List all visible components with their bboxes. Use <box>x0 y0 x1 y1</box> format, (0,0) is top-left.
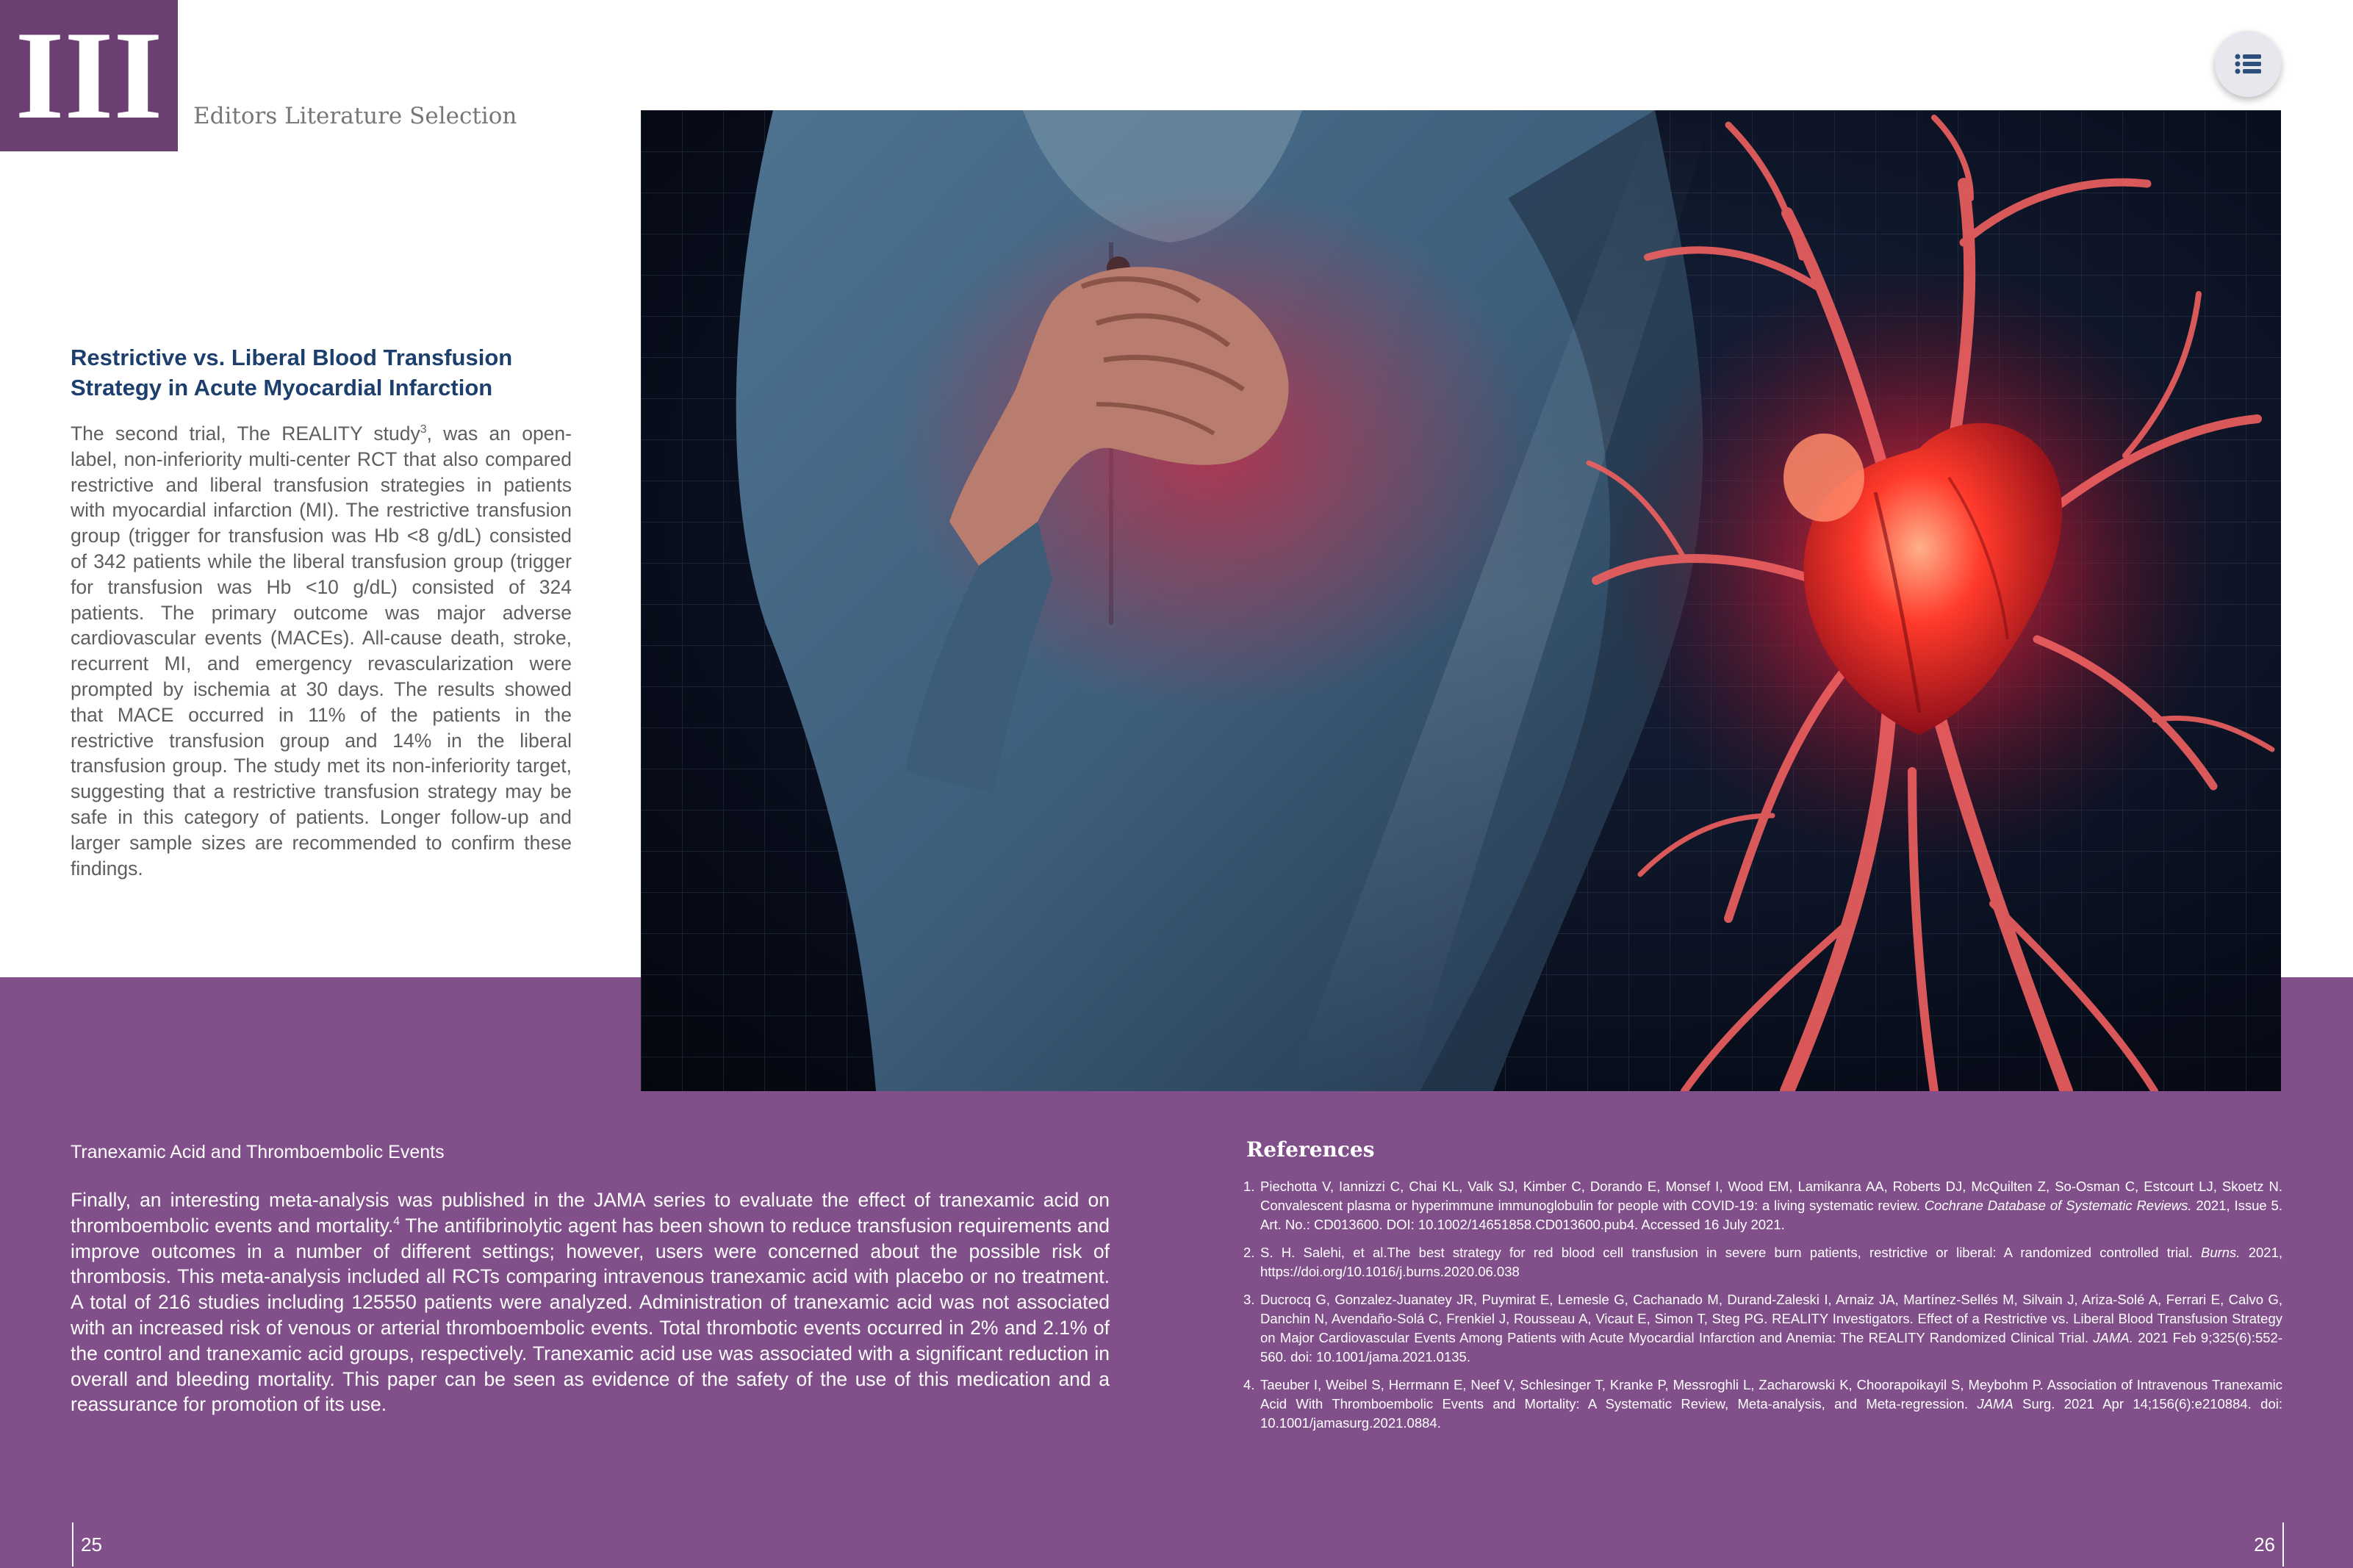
heart-attack-illustration <box>641 110 2281 1091</box>
reference-journal: JAMA. <box>2093 1330 2133 1345</box>
reference-details: Surg. 2021 Apr 14;156(6):e210884. doi: 10.1001/jamasurg.2021.0884. <box>1260 1396 2282 1431</box>
reference-text: S. H. Salehi, et al.The best strategy for red blood cell transfusion in severe burn patients, restrictive or liberal: A randomized controlled trial. <box>1260 1245 2201 1260</box>
reference-journal: JAMA <box>1977 1396 2013 1411</box>
tranexamic-body-rest: The antifibrinolytic agent has been shown to reduce transfusion requirements and improve outcomes in a number of different settings; however, users were concerned about the possible risk of thrombosis. This meta-analysis included all RCTs comparing intravenous tranexamic acid with placebo or no treatment. A total of 216 studies including 125550 patients were analyzed. Administration of tranexamic acid was not associated with an increased risk of venous or arterial thromboembolic events. Total thrombotic events occurred in 2% and 2.1% of the control and tranexamic acid groups, respectively. Tranexamic acid use was associated with a significant reduction in overall and bleeding mortality. This paper can be seen as evidence of the safety of the use of this medication and a reassurance for promotion of its use. <box>71 1214 1110 1416</box>
reference-details: 2021 Feb 9;325(6):552-560. doi: 10.1001/jama.2021.0135. <box>1260 1330 2283 1364</box>
reference-number: 4. <box>1243 1377 1255 1392</box>
reference-text: Taeuber I, Weibel S, Herrmann E, Neef V, Schlesinger T, Kranke P, Messroghli L, Zacharowski K, Choorapoikayil S, Meybohm P. Association of Intravenous Tranexamic Acid With Thromboembolic Events and Mortality: A Systematic Review, Meta-analysis, and Meta-regression. <box>1260 1377 2282 1411</box>
article-body-start: The second trial, The REALITY study <box>71 422 420 445</box>
reference-item <box>1243 1375 2282 1433</box>
article-title-line-1: Restrictive vs. Liberal Blood Transfusion <box>71 345 513 370</box>
reference-item <box>1243 1290 2282 1367</box>
article-body-rest: , was an open-label, non-inferiority multi-center RCT that also compared restrictive and liberal transfusion strategies in patients with myocardial infarction (MI). The restrictive transfusion group (trigger for transfusion was Hb <8 g/dL) consisted of 342 patients while the liberal transfusion group (trigger for transfusion was Hb <10 g/dL) consisted of 324 patients. The primary outcome was major adverse cardiovascular events (MACEs). All-cause death, stroke, recurrent MI, and emergency revascularization were prompted by ischemia at 30 days. The results showed that MACE occurred in 11% of the patients in the restrictive transfusion group and 14% in the liberal transfusion group. The study met its non-inferiority target, suggesting that a restrictive transfusion strategy may be safe in this category of patients. Longer follow-up and larger sample sizes are recommended to confirm these findings. <box>71 422 572 880</box>
reference-text: Ducrocq G, Gonzalez-Juanatey JR, Puymirat E, Lemesle G, Cachanado M, Durand-Zaleski I, Arnaiz JA, Martínez-Sellés M, Silvain J, Ariza-Solé A, Ferrari E, Calvo G, Danchin N, Avendaño-Solá C, Frenkiel J, Rousseau A, Vicaut E, Simon T, Steg PG. REALITY Investigators. Effect of a Restrictive vs. Liberal Blood Transfusion Strategy on Major Cardiovascular Events Among Patients with Acute Myocardial Infarction and Anemia: The REALITY Randomized Clinical Trial. <box>1260 1292 2282 1345</box>
reference-marker-3[interactable]: 3 <box>420 423 427 436</box>
tranexamic-body-start: Finally, an interesting meta-analysis was published in the JAMA series to evaluate the effect of tranexamic acid on thromboembolic events and mortality. <box>71 1189 1110 1237</box>
reference-details: 2021, https://doi.org/10.1016/j.burns.2020.06.038 <box>1260 1245 2283 1279</box>
page-number-right: 26 <box>2205 1522 2284 1567</box>
reference-journal: Cochrane Database of Systematic Reviews. <box>1924 1198 2192 1213</box>
list-icon <box>2235 53 2261 75</box>
reference-details: 2021, Issue 5. Art. No.: CD013600. DOI: 10.1002/14651858.CD013600.pub4. Accessed 16 July 2021. <box>1260 1198 2282 1232</box>
menu-button[interactable] <box>2215 31 2281 97</box>
reference-list <box>1243 1177 2282 1442</box>
subsection-title: Tranexamic Acid and Thromboembolic Events <box>71 1142 445 1162</box>
reference-text: Piechotta V, Iannizzi C, Chai KL, Valk SJ, Kimber C, Dorando E, Monsef I, Wood EM, Lamikanra AA, Roberts DJ, McQuilten Z, So-Osman C, Estcourt LJ, Skoetz N. Convalescent plasma or hyperimmune immunoglobulin for people with COVID-19: a living systematic review. <box>1260 1179 2282 1213</box>
reference-item <box>1243 1177 2282 1234</box>
references-title: References <box>1246 1137 1375 1162</box>
reference-number: 1. <box>1243 1179 1255 1194</box>
reference-item <box>1243 1243 2282 1281</box>
reference-number: 2. <box>1243 1245 1255 1260</box>
chapter-badge: III <box>0 0 178 151</box>
reference-journal: Burns. <box>2200 1245 2241 1260</box>
article-body <box>71 421 572 881</box>
tranexamic-body <box>71 1187 1110 1417</box>
reference-marker-4[interactable]: 4 <box>393 1215 400 1228</box>
section-label: Editors Literature Selection <box>193 103 517 129</box>
reference-number: 3. <box>1243 1292 1255 1307</box>
article-title-line-2: Strategy in Acute Myocardial Infarction <box>71 375 493 400</box>
article-title <box>71 342 585 403</box>
page-number-left: 25 <box>72 1522 102 1567</box>
